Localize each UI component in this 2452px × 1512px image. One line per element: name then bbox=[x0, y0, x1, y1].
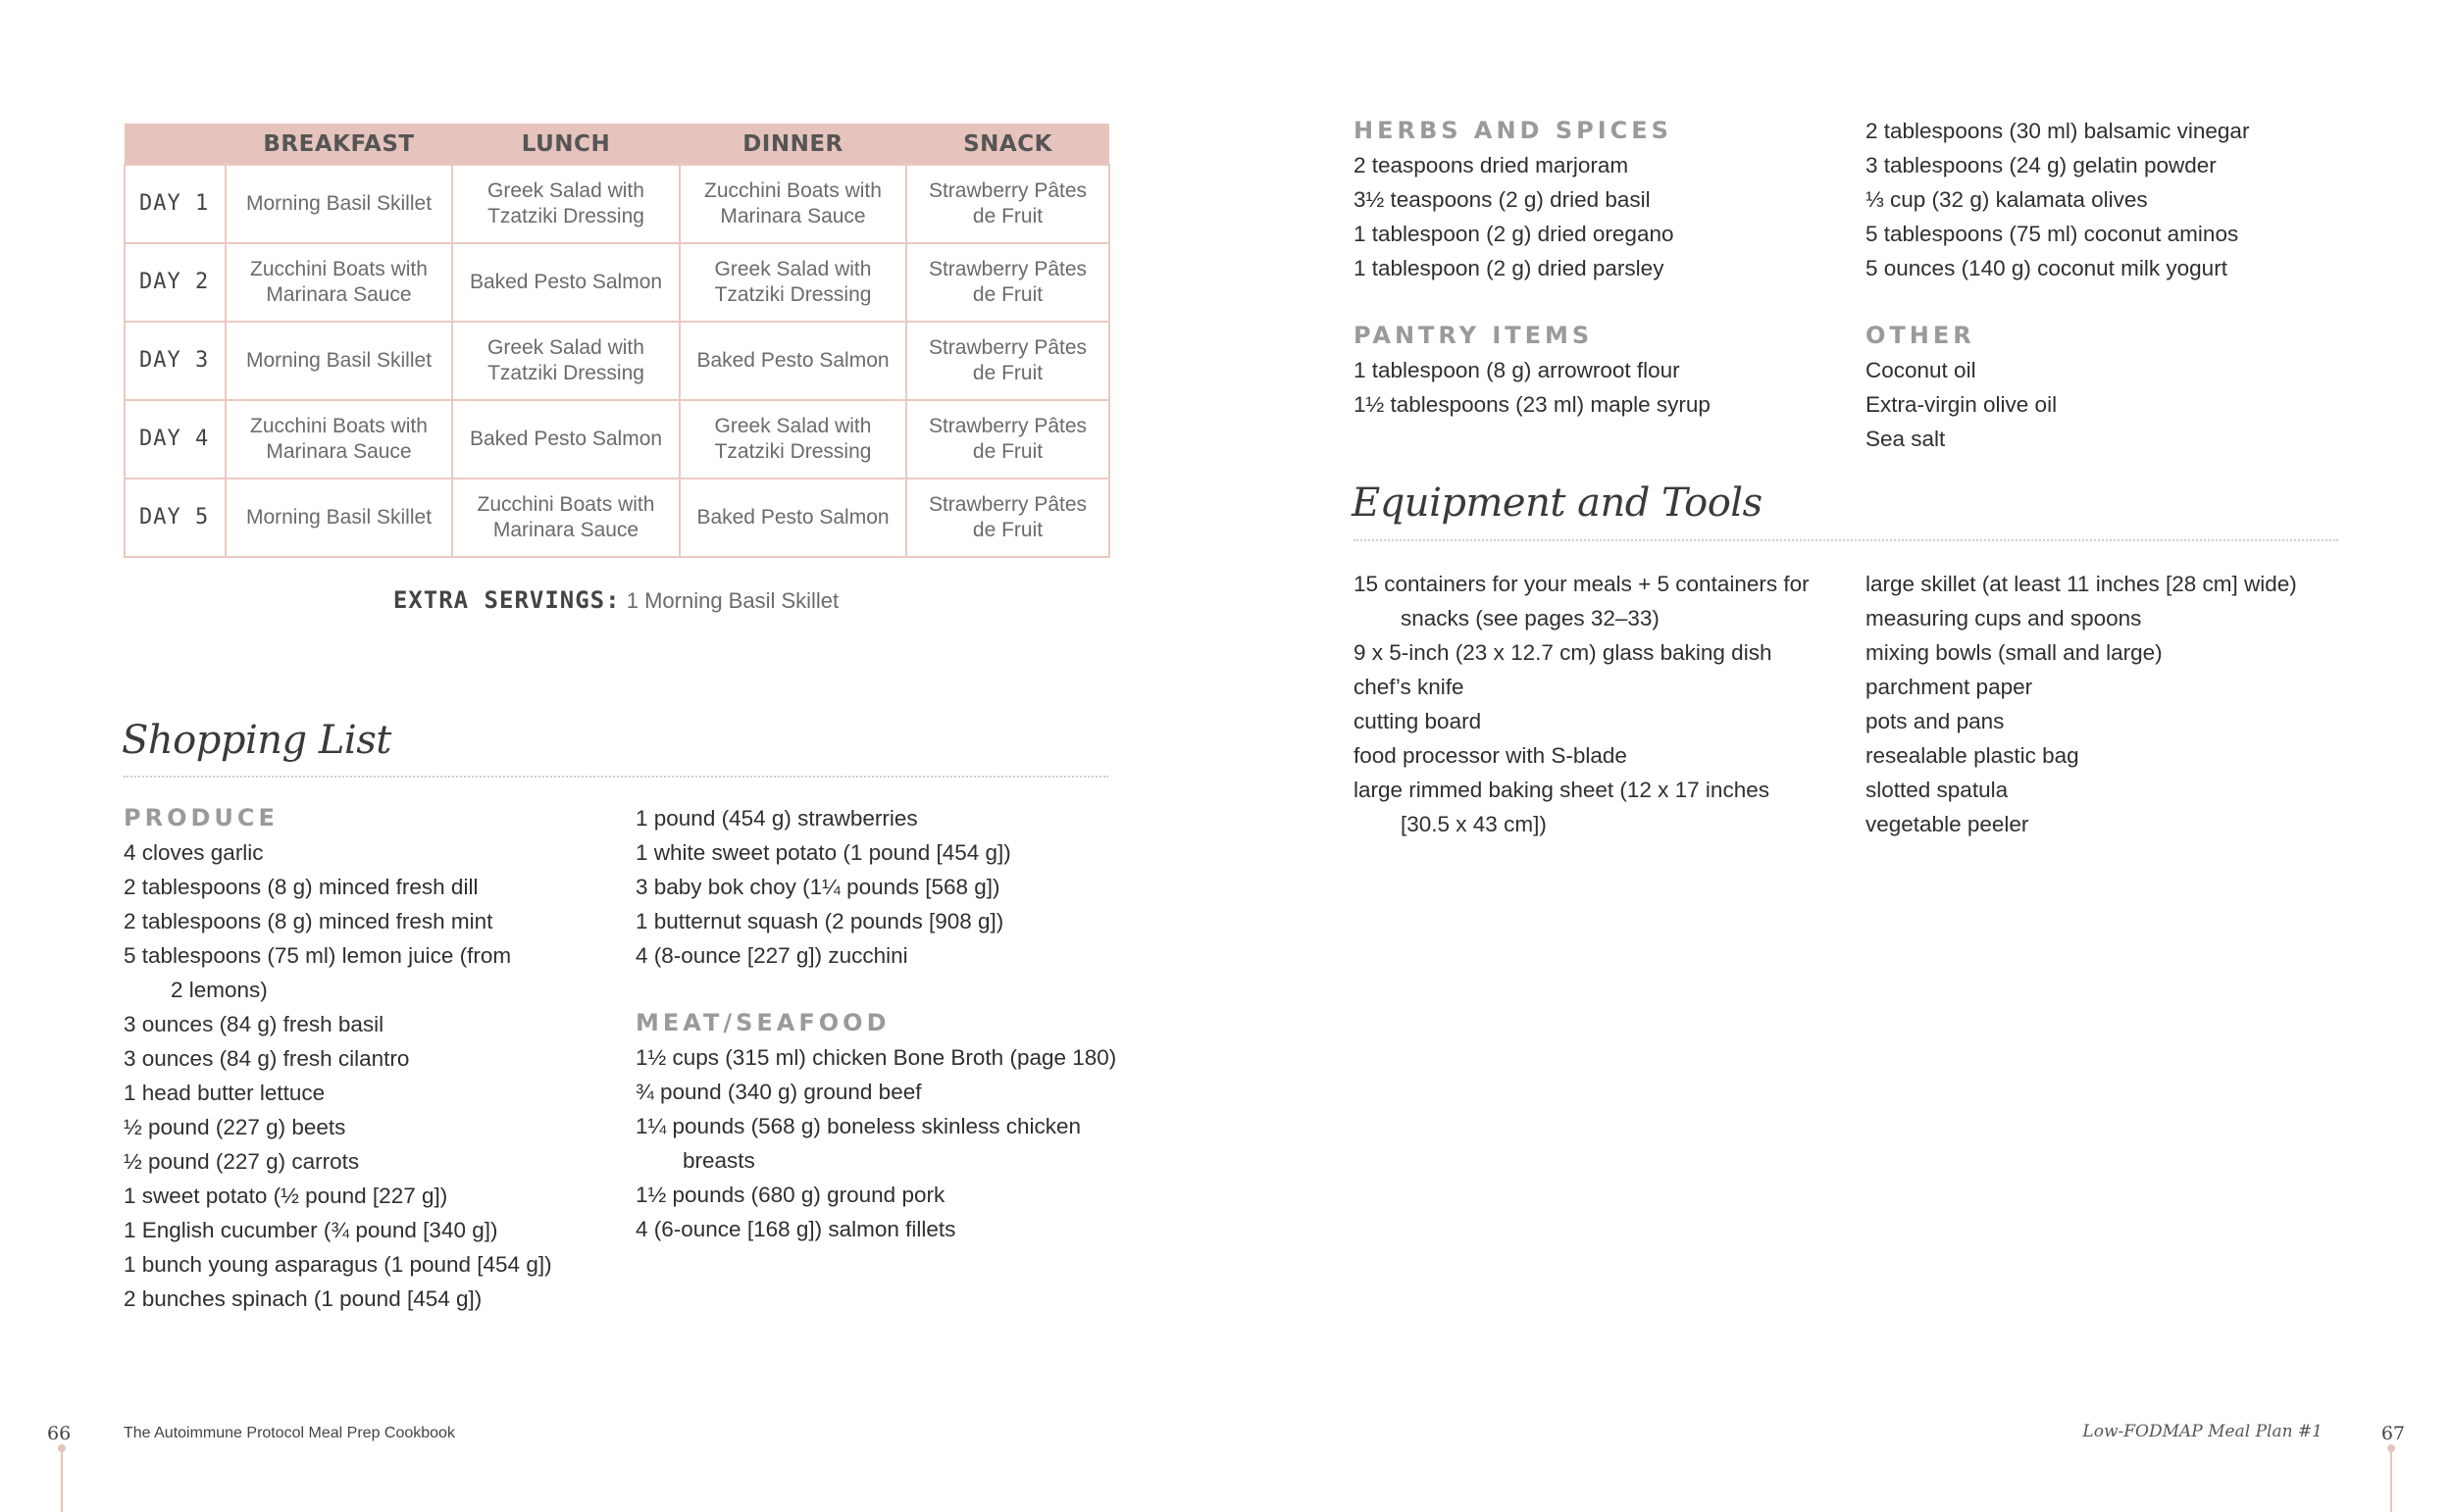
list-item: 3 ounces (84 g) fresh cilantro bbox=[124, 1046, 410, 1071]
list-item: 5 ounces (140 g) coconut milk yogurt bbox=[1865, 256, 2227, 280]
running-title-left: The Autoimmune Protocol Meal Prep Cookbook bbox=[124, 1425, 455, 1441]
list-item: 4 (6-ounce [168 g]) salmon fillets bbox=[636, 1217, 956, 1241]
breakfast-cell: Zucchini Boats with Marinara Sauce bbox=[226, 243, 452, 322]
list-item: Coconut oil bbox=[1865, 358, 1976, 382]
list-item bbox=[124, 938, 614, 1007]
table-row bbox=[125, 322, 1109, 400]
dinner-cell: Baked Pesto Salmon bbox=[680, 479, 906, 557]
list-item: slotted spatula bbox=[1865, 778, 2009, 802]
list-item: 1 tablespoon (2 g) dried parsley bbox=[1354, 256, 1664, 280]
extra-servings-label: EXTRA SERVINGS: bbox=[392, 586, 621, 614]
list-item: ½ pound (227 g) beets bbox=[124, 1115, 346, 1139]
list-item: large skillet (at least 11 inches [28 cm] wide) bbox=[1865, 572, 2297, 596]
table-header-breakfast: BREAKFAST bbox=[226, 124, 452, 165]
snack-cell: Strawberry Pâtes de Fruit bbox=[906, 243, 1109, 322]
shopping-list-divider bbox=[124, 776, 1108, 778]
list-item: 3½ teaspoons (2 g) dried basil bbox=[1354, 187, 1651, 212]
list-item: 1½ pounds (680 g) ground pork bbox=[636, 1183, 945, 1207]
spacer bbox=[636, 973, 1126, 1006]
meal-plan-table bbox=[124, 124, 1110, 558]
list-item: 2 tablespoons (8 g) minced fresh mint bbox=[124, 909, 493, 933]
table-row bbox=[125, 165, 1109, 243]
pantry-other-column bbox=[1865, 114, 2395, 456]
list-item-continuation: [30.5 x 43 cm]) bbox=[1401, 812, 1547, 836]
page-number-right: 67 bbox=[2380, 1423, 2405, 1444]
day-label: DAY 2 bbox=[125, 243, 226, 322]
list-item: measuring cups and spoons bbox=[1865, 606, 2142, 630]
list-item: 4 (8-ounce [227 g]) zucchini bbox=[636, 943, 908, 968]
table-header-dinner: DINNER bbox=[680, 124, 906, 165]
snack-cell: Strawberry Pâtes de Fruit bbox=[906, 400, 1109, 479]
table-header-row bbox=[125, 124, 1109, 165]
lunch-cell: Greek Salad with Tzatziki Dressing bbox=[452, 165, 680, 243]
list-item: 1 tablespoon (8 g) arrowroot flour bbox=[1354, 358, 1680, 382]
list-item-continuation: breasts bbox=[683, 1148, 755, 1173]
list-item: 3 tablespoons (24 g) gelatin powder bbox=[1865, 153, 2217, 177]
list-item: cutting board bbox=[1354, 709, 1482, 733]
snack-cell: Strawberry Pâtes de Fruit bbox=[906, 479, 1109, 557]
lunch-cell: Greek Salad with Tzatziki Dressing bbox=[452, 322, 680, 400]
table-header-corner bbox=[125, 124, 226, 165]
snack-cell: Strawberry Pâtes de Fruit bbox=[906, 165, 1109, 243]
list-item: 4 cloves garlic bbox=[124, 840, 264, 865]
list-item: 2 tablespoons (30 ml) balsamic vinegar bbox=[1865, 119, 2250, 143]
list-item-continuation: snacks (see pages 32–33) bbox=[1401, 606, 1660, 630]
list-item: 1 head butter lettuce bbox=[124, 1081, 326, 1105]
right-page bbox=[1226, 0, 2452, 1512]
list-item-line: 15 containers for your meals + 5 containers for bbox=[1354, 572, 1810, 596]
table-header-lunch: LUNCH bbox=[452, 124, 680, 165]
list-item-line: large rimmed baking sheet (12 x 17 inches bbox=[1354, 778, 1769, 802]
list-item-line: 5 tablespoons (75 ml) lemon juice (from bbox=[124, 943, 512, 968]
footer-rule bbox=[2390, 1449, 2392, 1512]
lunch-cell: Baked Pesto Salmon bbox=[452, 400, 680, 479]
spacer bbox=[1865, 285, 2395, 319]
list-item-continuation: 2 lemons) bbox=[171, 978, 268, 1002]
list-item: 1 tablespoon (2 g) dried oregano bbox=[1354, 222, 1674, 246]
table-header-snack: SNACK bbox=[906, 124, 1109, 165]
list-item: Extra-virgin olive oil bbox=[1865, 392, 2058, 417]
list-item: pots and pans bbox=[1865, 709, 2005, 733]
other-heading: OTHER bbox=[1865, 322, 1975, 349]
meat-seafood-heading: MEAT/SEAFOOD bbox=[636, 1009, 891, 1036]
list-item: Sea salt bbox=[1865, 427, 1946, 451]
list-item: chef’s knife bbox=[1354, 675, 1464, 699]
footer-rule bbox=[61, 1449, 63, 1512]
produce-heading: PRODUCE bbox=[124, 804, 279, 832]
list-item: 1 white sweet potato (1 pound [454 g]) bbox=[636, 840, 1011, 865]
list-item: 1 pound (454 g) strawberries bbox=[636, 806, 918, 831]
list-item: mixing bowls (small and large) bbox=[1865, 640, 2163, 665]
breakfast-cell: Zucchini Boats with Marinara Sauce bbox=[226, 400, 452, 479]
list-item: 3 baby bok choy (1¼ pounds [568 g]) bbox=[636, 875, 1000, 899]
breakfast-cell: Morning Basil Skillet bbox=[226, 322, 452, 400]
day-label: DAY 4 bbox=[125, 400, 226, 479]
list-item: 1½ tablespoons (23 ml) maple syrup bbox=[1354, 392, 1711, 417]
list-item: ⅓ cup (32 g) kalamata olives bbox=[1865, 187, 2148, 212]
list-item: food processor with S-blade bbox=[1354, 743, 1627, 768]
list-item: 1 bunch young asparagus (1 pound [454 g]) bbox=[124, 1252, 552, 1277]
list-item: 1 English cucumber (¾ pound [340 g]) bbox=[124, 1218, 498, 1242]
breakfast-cell: Morning Basil Skillet bbox=[226, 479, 452, 557]
list-item: 2 bunches spinach (1 pound [454 g]) bbox=[124, 1286, 483, 1311]
list-item bbox=[1354, 773, 1854, 841]
snack-cell: Strawberry Pâtes de Fruit bbox=[906, 322, 1109, 400]
equipment-divider bbox=[1354, 539, 2338, 541]
list-item bbox=[636, 1109, 1126, 1178]
day-label: DAY 1 bbox=[125, 165, 226, 243]
spacer bbox=[1354, 285, 1854, 319]
list-item: 3 ounces (84 g) fresh basil bbox=[124, 1012, 384, 1036]
lunch-cell: Zucchini Boats with Marinara Sauce bbox=[452, 479, 680, 557]
equipment-column-2 bbox=[1865, 567, 2395, 841]
list-item bbox=[1354, 567, 1854, 635]
herbs-spices-heading: HERBS AND SPICES bbox=[1354, 117, 1672, 144]
day-label: DAY 3 bbox=[125, 322, 226, 400]
dinner-cell: Baked Pesto Salmon bbox=[680, 322, 906, 400]
table-row bbox=[125, 479, 1109, 557]
dinner-cell: Greek Salad with Tzatziki Dressing bbox=[680, 400, 906, 479]
list-item: parchment paper bbox=[1865, 675, 2033, 699]
list-item: 2 teaspoons dried marjoram bbox=[1354, 153, 1629, 177]
table-row bbox=[125, 243, 1109, 322]
list-item: resealable plastic bag bbox=[1865, 743, 2079, 768]
list-item: 5 tablespoons (75 ml) coconut aminos bbox=[1865, 222, 2239, 246]
page-number-left: 66 bbox=[47, 1423, 72, 1444]
extra-servings bbox=[124, 586, 1108, 614]
table-row bbox=[125, 400, 1109, 479]
list-item-line: 1¼ pounds (568 g) boneless skinless chicken bbox=[636, 1114, 1082, 1138]
list-item: 1 sweet potato (½ pound [227 g]) bbox=[124, 1184, 448, 1208]
list-item: 1½ cups (315 ml) chicken Bone Broth (page 180) bbox=[636, 1045, 1117, 1070]
shopping-list-title: Shopping List bbox=[122, 718, 391, 763]
list-item: 2 tablespoons (8 g) minced fresh dill bbox=[124, 875, 479, 899]
list-item: vegetable peeler bbox=[1865, 812, 2029, 836]
pantry-items-heading: PANTRY ITEMS bbox=[1354, 322, 1594, 349]
produce-column-2 bbox=[636, 801, 1126, 1246]
equipment-column-1 bbox=[1354, 567, 1854, 841]
breakfast-cell: Morning Basil Skillet bbox=[226, 165, 452, 243]
lunch-cell: Baked Pesto Salmon bbox=[452, 243, 680, 322]
list-item: ¾ pound (340 g) ground beef bbox=[636, 1080, 922, 1104]
day-label: DAY 5 bbox=[125, 479, 226, 557]
dinner-cell: Zucchini Boats with Marinara Sauce bbox=[680, 165, 906, 243]
herbs-pantry-column bbox=[1354, 114, 1854, 422]
list-item: ½ pound (227 g) carrots bbox=[124, 1149, 360, 1174]
dinner-cell: Greek Salad with Tzatziki Dressing bbox=[680, 243, 906, 322]
list-item: 1 butternut squash (2 pounds [908 g]) bbox=[636, 909, 1004, 933]
equipment-title: Equipment and Tools bbox=[1352, 480, 1762, 526]
running-title-right: Low-FODMAP Meal Plan #1 bbox=[2082, 1422, 2323, 1441]
extra-servings-value: 1 Morning Basil Skillet bbox=[626, 588, 840, 613]
list-item: 9 x 5-inch (23 x 12.7 cm) glass baking dish bbox=[1354, 640, 1772, 665]
produce-column-1 bbox=[124, 801, 614, 1316]
